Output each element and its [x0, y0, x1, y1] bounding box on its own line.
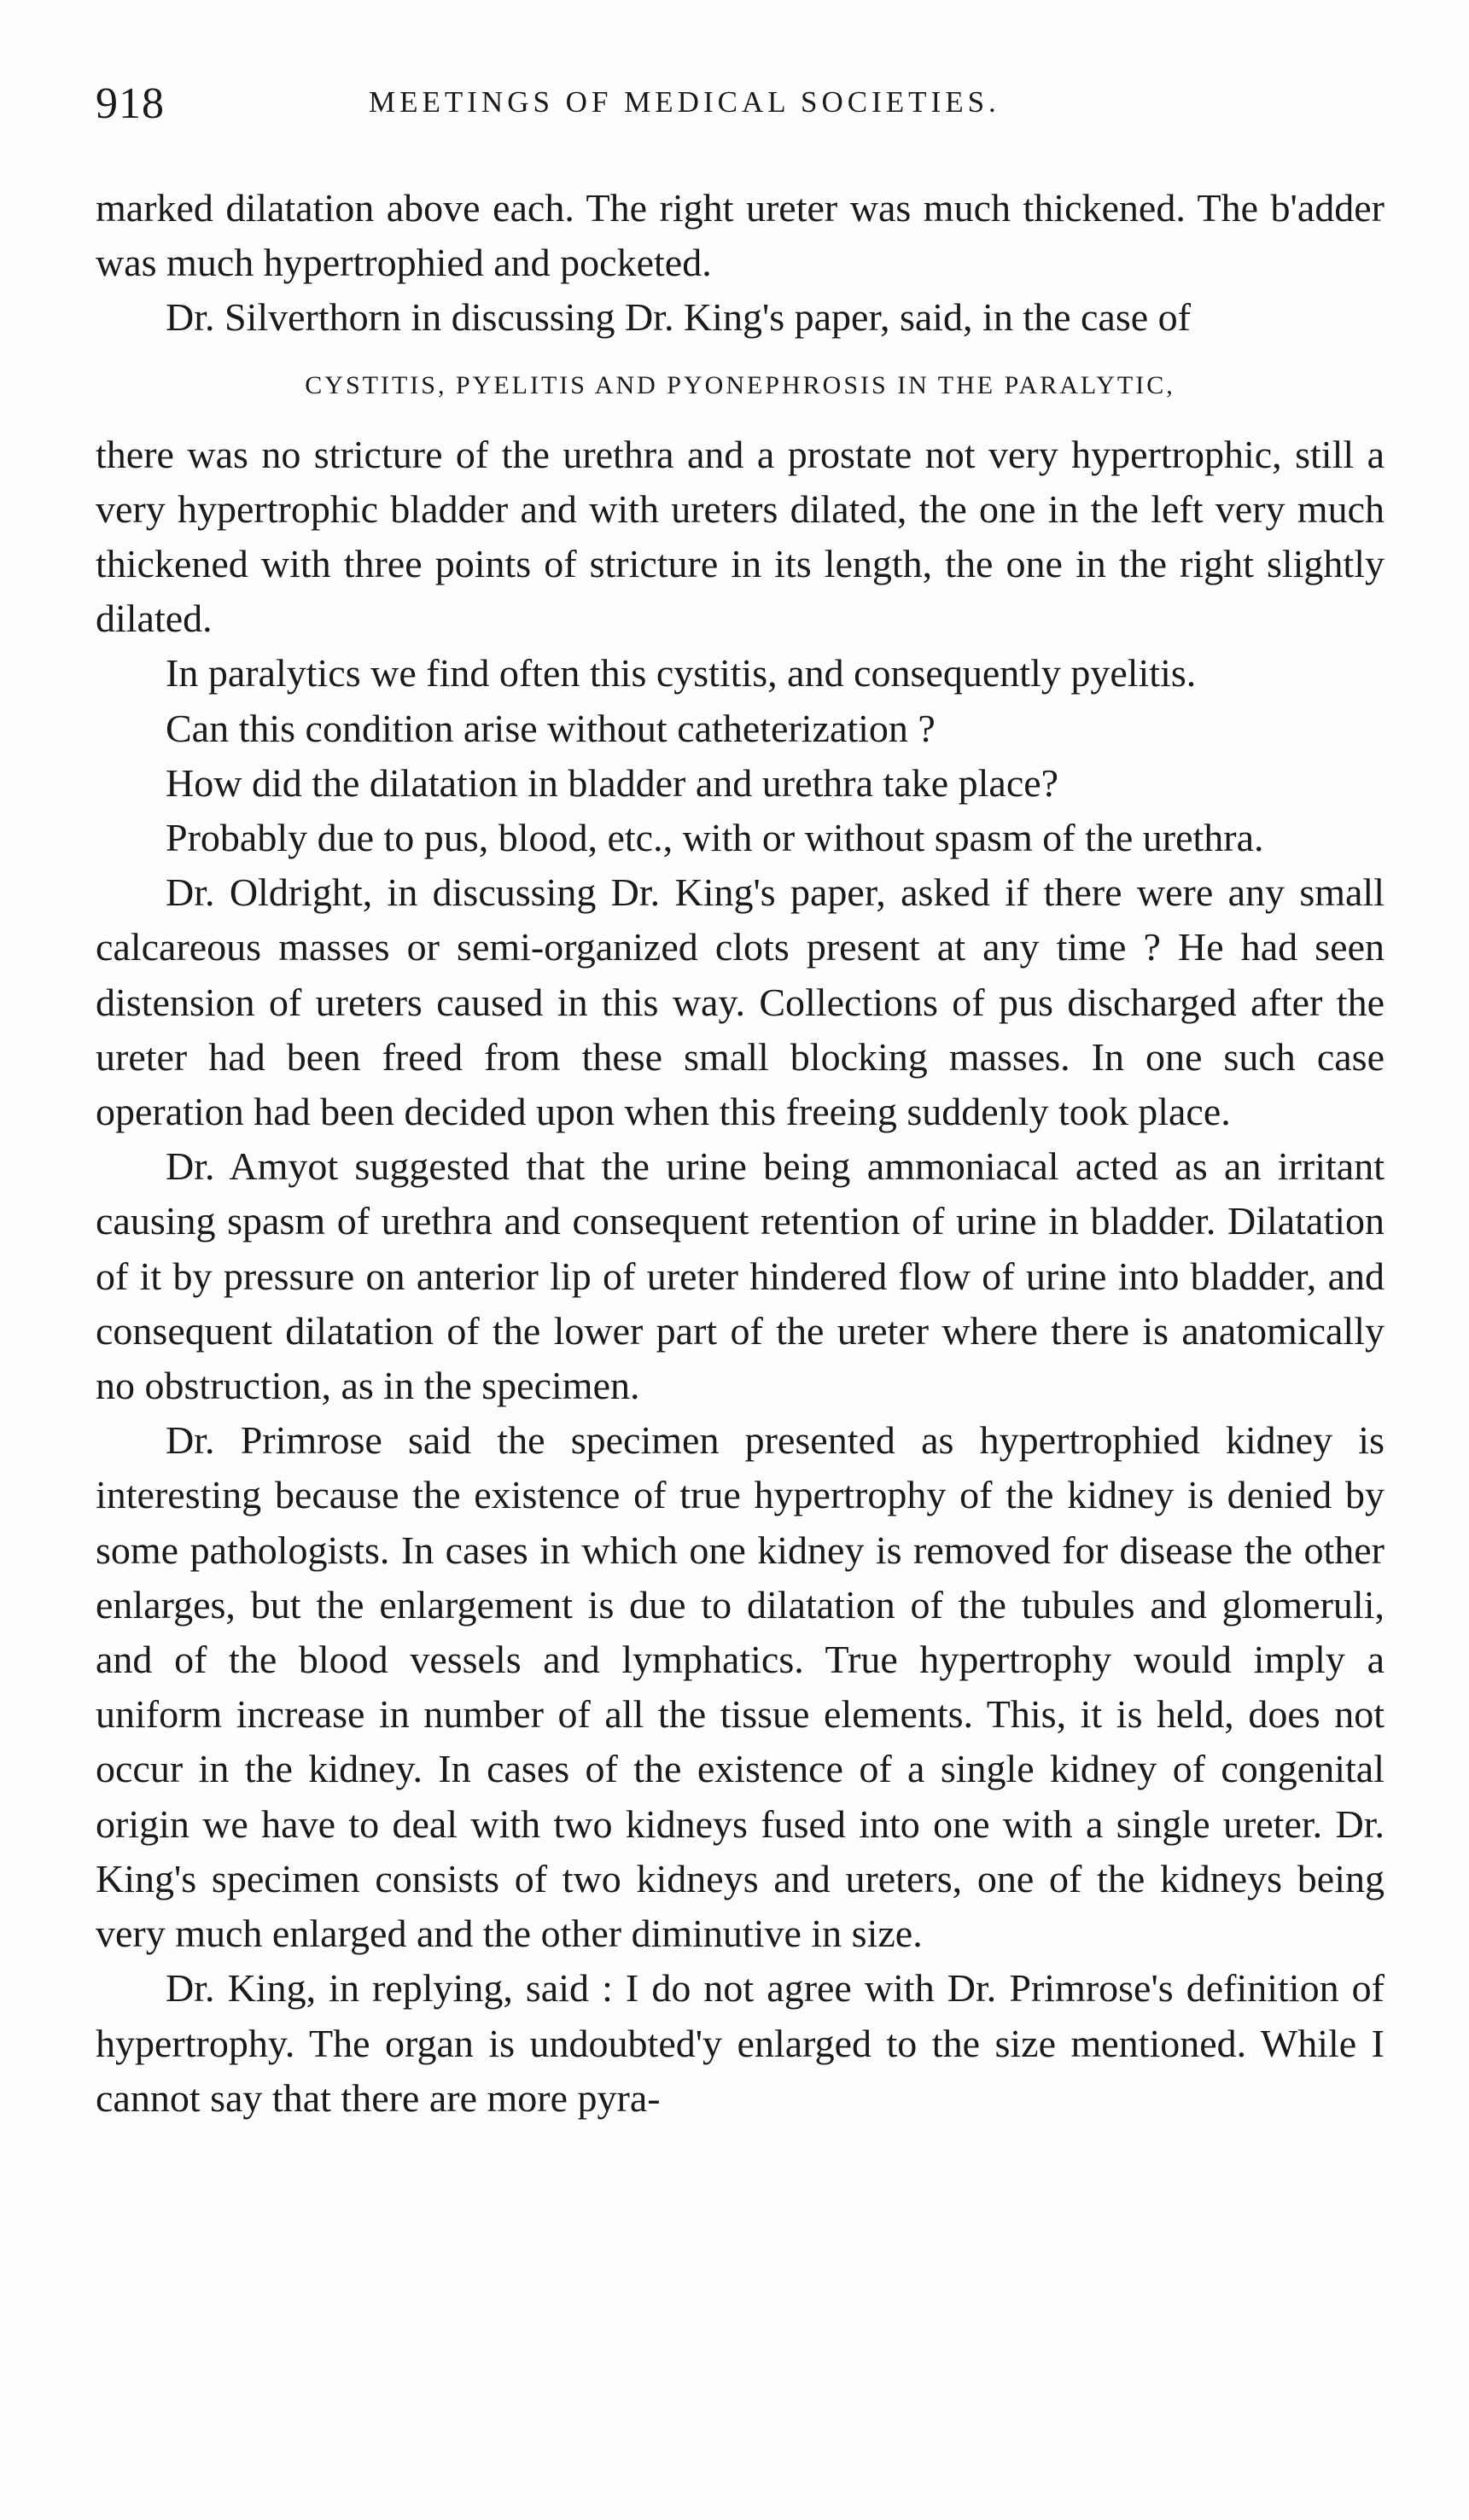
page-number: 918: [96, 79, 165, 128]
paragraph-4: In paralytics we find often this cystitis, and consequently pyelitis.: [166, 651, 1197, 695]
paragraph-10: Dr. Primrose said the specimen presented as hypertrophied kidney is interesting because the existence of true hypertrophy of the kidney is denied by some pathologists. In cases in which one kidney is removed for disease the other enlarges, but the enlargement is due to dilatation of the tubules and glomeruli, and of the blood vessels and lymphatics. True hypertrophy would imply a uniform increase in number of all the tissue elements. This, it is held, does not occur in the kidney. In cases of the existence of a single kidney of congenital origin we have to deal with two kidneys fused into one with a single ureter. Dr. King's specimen consists of two kidneys and ureters, one of the kidneys being very much enlarged and the other diminutive in size.: [96, 1418, 1384, 1956]
running-title: MEETINGS OF MEDICAL SOCIETIES.: [369, 85, 1000, 119]
paragraph-3: there was no stricture of the urethra and a prostate not very hypertrophic, still a very hypertrophic bladder and with ureters dilated, the one in the left very much thickened with three points of stricture in its length, the one in the right slightly dilated.: [96, 432, 1384, 641]
running-head: [96, 79, 1384, 138]
paragraph-9: Dr. Amyot suggested that the urine being ammoniacal acted as an irritant causing spasm of urethra and consequent retention of urine in bladder. Dilatation of it by pressure on anterior lip of ureter hindered flow of urine into bladder, and consequent dilatation of the lower part of the ureter where there is anatomically no obstruction, as in the specimen.: [96, 1144, 1384, 1408]
section-heading: CYSTITIS, PYELITIS AND PYONEPHROSIS IN THE PARALYTIC,: [305, 370, 1175, 399]
paragraph-11: Dr. King, in replying, said : I do not agree with Dr. Primrose's definition of hypertrophy. The organ is undoubted'y enlarged to the size mentioned. While I cannot say that there are more pyra-: [96, 1966, 1384, 2120]
paragraph-8: Dr. Oldright, in discussing Dr. King's paper, asked if there were any small calcareous masses or semi-organized clots present at any time ? He had seen distension of ureters caused in this way. Collections of pus discharged after the ureter had been freed from these small blocking masses. In one such case operation had been decided upon when this freeing suddenly took place.: [96, 870, 1384, 1134]
paragraph-6: How did the dilatation in bladder and urethra take place?: [166, 760, 1059, 805]
body-text: [96, 181, 1384, 2126]
paragraph-2: Dr. Silverthorn in discussing Dr. King's paper, said, in the case of: [166, 295, 1191, 340]
paragraph-1: marked dilatation above each. The right ureter was much thickened. The b'adder was much hypertrophied and pocketed.: [96, 186, 1384, 285]
paragraph-5: Can this condition arise without catheterization ?: [166, 706, 936, 750]
paragraph-7: Probably due to pus, blood, etc., with or without spasm of the urethra.: [166, 816, 1264, 860]
